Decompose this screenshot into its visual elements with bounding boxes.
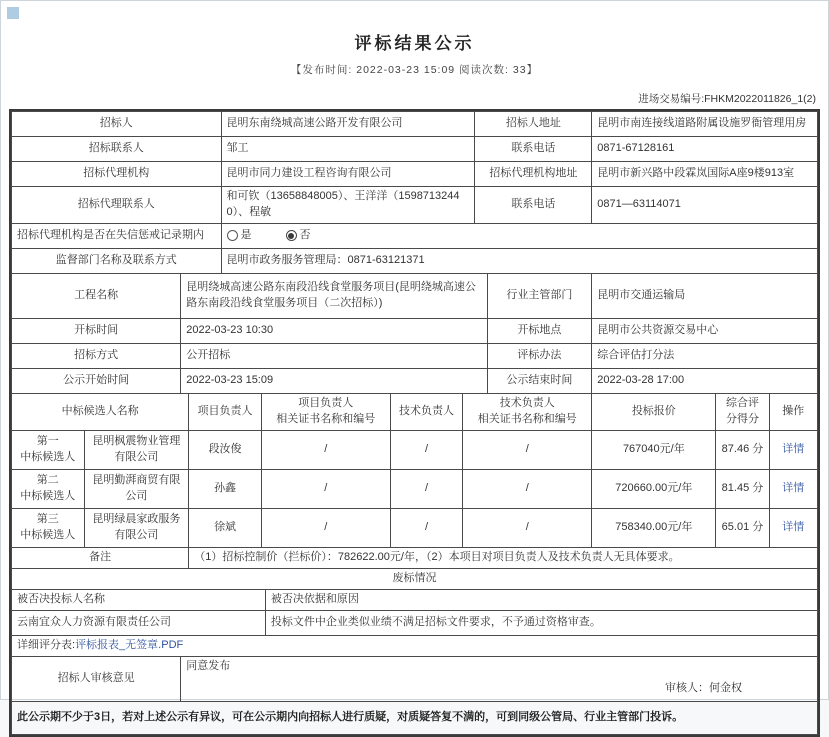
field-value: 2022-03-23 15:09	[181, 368, 487, 393]
field-label: 公示开始时间	[12, 368, 181, 393]
manager-cert: /	[261, 469, 390, 508]
column-header: 被否决投标人名称	[12, 589, 266, 610]
field-value: 昆明市南连接线道路附属设施罗衙管理用房	[592, 112, 818, 137]
candidate-company: 昆明勤湃商贸有限公司	[84, 469, 189, 508]
remark-value: （1）招标控制价（拦标价）：782622.00元/年，（2）本项目对项目负责人及技术负责人无具体要求。	[189, 547, 818, 568]
field-value: 昆明市政务服务管理局：0871-63121371	[221, 248, 817, 273]
remark-label: 备注	[12, 547, 189, 568]
credit-radio-group	[227, 228, 812, 244]
score: 81.45 分	[716, 469, 769, 508]
rejection-table	[11, 568, 818, 657]
field-value: 昆明市新兴路中段霖岚国际A座9楼913室	[592, 162, 818, 187]
candidate-rank: 第三 中标候选人	[12, 508, 85, 547]
table-row	[12, 112, 818, 137]
candidate-rank: 第一 中标候选人	[12, 430, 85, 469]
field-label: 招标人	[12, 112, 222, 137]
credit-record-row	[12, 223, 818, 248]
bid-price: 767040元/年	[592, 430, 716, 469]
field-label: 招标方式	[12, 343, 181, 368]
field-label: 招标代理机构地址	[475, 162, 592, 187]
column-header: 项目负责人	[189, 393, 262, 430]
field-label: 招标联系人	[12, 137, 222, 162]
field-value: 综合评估打分法	[592, 343, 818, 368]
table-row	[12, 162, 818, 187]
detail-link[interactable]: 详情	[782, 520, 805, 533]
score: 65.01 分	[716, 508, 769, 547]
score-sheet-label: 详细评分表:	[17, 638, 76, 651]
rejection-reason: 投标文件中企业类似业绩不满足招标文件要求，不予通过资格审查。	[265, 610, 817, 635]
radio-unchecked-icon[interactable]	[227, 230, 238, 241]
field-label: 招标代理联系人	[12, 187, 222, 224]
manager-cert: /	[261, 508, 390, 547]
table-row	[12, 187, 818, 224]
field-label: 监督部门名称及联系方式	[12, 248, 222, 273]
field-value: 邹工	[221, 137, 475, 162]
review-value: 同意发布	[186, 659, 231, 672]
field-label: 招标代理机构	[12, 162, 222, 187]
field-value: 0871—63114071	[592, 187, 818, 224]
column-header: 技术负责人	[390, 393, 463, 430]
announcement-table	[9, 109, 820, 737]
column-header: 被否决依据和原因	[265, 589, 817, 610]
footer-note-text: 此公示期不少于3日，若对上述公示有异议，可在公示期内向招标人进行质疑，对质疑答复不满的，可到同级公管局、行业主管部门投诉。	[12, 701, 818, 734]
table-row	[12, 318, 818, 343]
tech-lead: /	[390, 508, 463, 547]
candidate-row-1	[12, 430, 818, 469]
manager-cert: /	[261, 430, 390, 469]
score-sheet-pdf-link[interactable]: 评标报表_无签章.PDF	[75, 638, 184, 651]
score-sheet-row	[12, 635, 818, 656]
trade-number: 进场交易编号:FHKM2022011826_1(2)	[638, 93, 816, 105]
rejected-bidder-name: 云南宜众人力资源有限责任公司	[12, 610, 266, 635]
column-header: 综合评分得分	[716, 393, 769, 430]
candidate-company: 昆明枫震物业管理有限公司	[84, 430, 189, 469]
review-label: 招标人审核意见	[12, 656, 181, 701]
field-value: 0871-67128161	[592, 137, 818, 162]
project-info-table	[11, 273, 818, 394]
column-header: 项目负责人 相关证书名称和编号	[261, 393, 390, 430]
table-row	[12, 137, 818, 162]
review-table	[11, 656, 818, 702]
field-label: 联系电话	[475, 187, 592, 224]
corner-decoration	[7, 7, 19, 19]
field-label: 评标办法	[487, 343, 592, 368]
project-manager: 段汝俊	[189, 430, 262, 469]
tech-lead: /	[390, 430, 463, 469]
bid-price: 758340.00元/年	[592, 508, 716, 547]
field-label: 公示结束时间	[487, 368, 592, 393]
radio-option-no[interactable]	[286, 228, 311, 244]
tech-cert: /	[463, 430, 592, 469]
footer-note-row	[12, 701, 818, 734]
publish-info: 【发布时间: 2022-03-23 15:09 阅读次数: 33】	[290, 64, 539, 76]
supervision-row	[12, 248, 818, 273]
radio-option-yes[interactable]	[227, 228, 252, 244]
candidate-row-3	[12, 508, 818, 547]
field-value: 昆明东南绕城高速公路开发有限公司	[221, 112, 475, 137]
rejection-section-header	[12, 568, 818, 589]
field-label: 开标时间	[12, 318, 181, 343]
rejection-header-row	[12, 589, 818, 610]
column-header: 操作	[769, 393, 817, 430]
field-value: 昆明市公共资源交易中心	[592, 318, 818, 343]
field-label: 工程名称	[12, 273, 181, 318]
field-value: 昆明绕城高速公路东南段沿线食堂服务项目(昆明绕城高速公路东南段沿线食堂服务项目（二次招标）)	[181, 273, 487, 318]
field-value: 和可钦（13658848005）、王洋洋（15987132440）、程敏	[221, 187, 475, 224]
credit-supervision-table	[11, 223, 818, 274]
basic-info-table	[11, 111, 818, 224]
remark-row	[12, 547, 818, 568]
table-row	[12, 273, 818, 318]
page-title: 评标结果公示	[354, 34, 475, 53]
tech-cert: /	[463, 508, 592, 547]
column-header: 技术负责人 相关证书名称和编号	[463, 393, 592, 430]
field-value: 昆明市交通运输局	[592, 273, 818, 318]
reviewer-name: 审核人：何金权	[665, 681, 742, 694]
field-value: 公开招标	[181, 343, 487, 368]
field-value: 昆明市同力建设工程咨询有限公司	[221, 162, 475, 187]
candidate-company: 昆明绿晨家政服务有限公司	[84, 508, 189, 547]
candidate-row-2	[12, 469, 818, 508]
column-header: 中标候选人名称	[12, 393, 189, 430]
footer-table	[11, 701, 818, 735]
section-title: 废标情况	[12, 568, 818, 589]
field-value: 2022-03-23 10:30	[181, 318, 487, 343]
table-row	[12, 368, 818, 393]
field-label: 招标代理机构是否在失信惩戒记录期内	[12, 223, 222, 248]
radio-checked-icon[interactable]	[286, 230, 297, 241]
field-label: 招标人地址	[475, 112, 592, 137]
candidates-table	[11, 393, 818, 569]
review-row	[12, 656, 818, 701]
bid-price: 720660.00元/年	[592, 469, 716, 508]
rejection-row	[12, 610, 818, 635]
project-manager: 徐斌	[189, 508, 262, 547]
candidate-rank: 第二 中标候选人	[12, 469, 85, 508]
column-header: 投标报价	[592, 393, 716, 430]
radio-label-yes: 是	[240, 228, 252, 241]
radio-label-no: 否	[299, 228, 311, 241]
project-manager: 孙鑫	[189, 469, 262, 508]
score: 87.46 分	[716, 430, 769, 469]
field-label: 联系电话	[475, 137, 592, 162]
tech-lead: /	[390, 469, 463, 508]
tech-cert: /	[463, 469, 592, 508]
detail-link[interactable]: 详情	[782, 481, 805, 494]
field-label: 开标地点	[487, 318, 592, 343]
field-value: 2022-03-28 17:00	[592, 368, 818, 393]
field-label: 行业主管部门	[487, 273, 592, 318]
candidates-header-row	[12, 393, 818, 430]
table-row	[12, 343, 818, 368]
detail-link[interactable]: 详情	[782, 442, 805, 455]
